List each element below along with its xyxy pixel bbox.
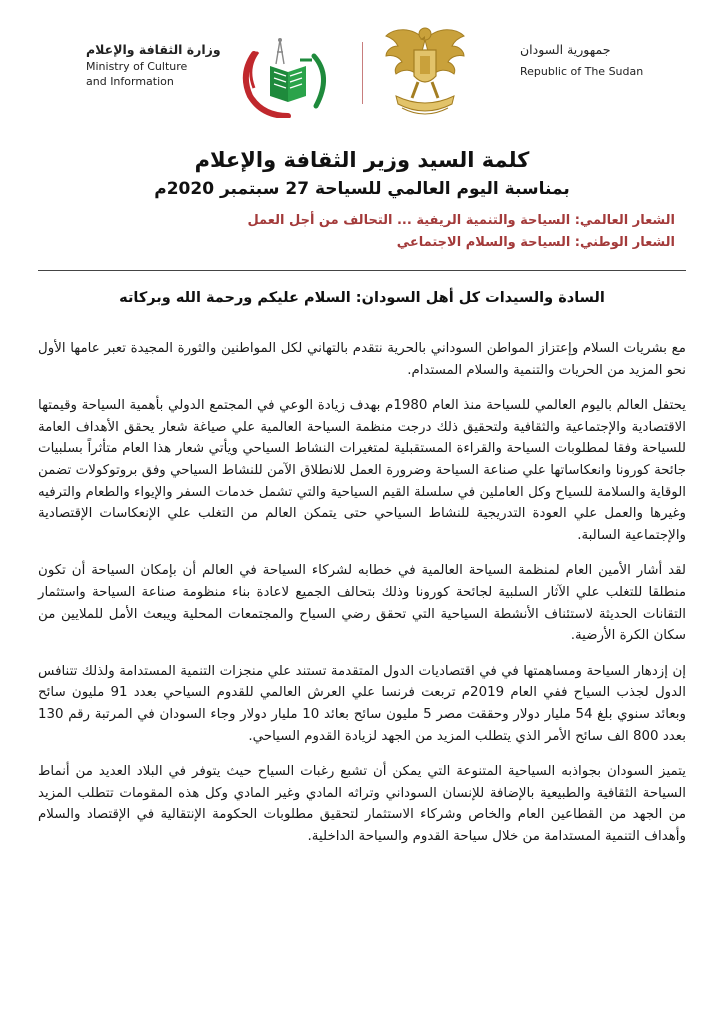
greeting: السادة والسيدات كل أهل السودان: السلام عليكم ورحمة الله وبركاته [119, 290, 605, 306]
paragraph: مع بشريات السلام وإعتزاز المواطن السوداني بالحرية نتقدم بالتهاني لكل المواطنين والثورة المجيدة تعبر عامها الأول نحو المزيد من الحريات والتنمية والسلام المستدام. [38, 341, 686, 378]
paragraph: لقد أشار الأمين العام لمنظمة السياحة العالمية في خطابه لشركاء السياحة في العالم أن بإمكان السياحة أن تكون منطلقا للتغلب علي الآثار السلبية لجائحة كورونا وذلك بتحالف الجميع لاعادة بناء منظومة صناعة السياحة واستثمار التقانات الحديثة لاستئناف الأنشطة السياحية التي تحقق رضي السياح والمجتمعات المحلية ويبعث الأمل للملايين من سكان الكرة الأرضية. [38, 563, 686, 644]
global-slogan: الشعار العالمي: السياحة والتنمية الريفية ... التحالف من أجل العمل [247, 213, 675, 228]
paragraph: إن إزدهار السياحة ومساهمتها في في اقتصاديات الدول المتقدمة تستند علي منجزات التنمية المستدامة ولذلك تتنافس الدول لجذب السياح ففي العام 2019م تربعت فرنسا علي العرش العالمي للقدوم السياحي بعدد 91 مليون سائح وبعائد سنوي بلغ 54 مليار دولار وحققت مصر 5 مليون سائح بعائد 10 مليار دولار وجاء السودان في المرتبة رقم 130 بعدد 800 الف سائح الأمر الذي يتطلب المزيد من الجهد لزيادة القدوم السياحي. [38, 663, 686, 744]
national-slogan: الشعار الوطني: السياحة والسلام الاجتماعي [396, 235, 675, 250]
paragraph: يحتفل العالم باليوم العالمي للسياحة منذ العام 1980م بهدف زيادة الوعي في المجتمع الدولي بأهمية السياحة وقيمتها الاقتصادية والإجتماعية والثقافية ولتحقيق ذلك درجت منظمة السياحة العالمية علي صياغة شعار يحقق الأهداف العامة للسياحة وفقا لمطلوبات السياحة والقراءة المستقبلية لمتغيرات النشاط السياحي ويأتي شعار هذا العام متأثراً بسلبيات جائحة كورونا وانعكاساتها علي صناعة السياحة وضرورة العمل للانطلاق الآمن للنشاط السياحي وفق بروتوكولات تضمن الوقاية والسلامة للسياح وكل العاملين في سلسلة القيم السياحية والتي تشمل خدمات السفر والإيواء والطعام والترفيه وغيرها والعمل علي العودة التدريجية للنشاط السياحي حتى يتمكن العالم من التغلب علي الإنعكاسات الإقتصادية والإجتماعية السالبة. [38, 398, 686, 543]
republic-block [520, 42, 670, 78]
ministry-logo-icon [236, 36, 340, 118]
title-divider [38, 270, 686, 271]
ministry-name-en-line2: and Information [86, 75, 174, 88]
speech-body [38, 338, 686, 861]
title-line2: بمناسبة اليوم العالمي للسياحة 27 سبتمبر 2020م [154, 179, 570, 199]
republic-name-ar: جمهورية السودان [520, 42, 611, 57]
sudan-emblem-icon [382, 16, 468, 120]
slogans [75, 210, 675, 254]
title-line1: كلمة السيد وزير الثقافة والإعلام [194, 148, 530, 172]
letterhead [0, 0, 723, 128]
header-divider [362, 42, 363, 104]
ministry-name-ar: وزارة الثقافة والإعلام [86, 42, 221, 57]
ministry-name-en-line1: Ministry of Culture [86, 60, 188, 73]
paragraph: يتميز السودان بجواذبه السياحية المتنوعة التي يمكن أن تشبع رغبات السياح حيث يتوفر في البلاد العديد من أنماط السياحة الثقافية والطبيعية بالإضافة للإنسان السوداني وتراثه المادي وغير المادي وكل هذه المقومات تتطلب المزيد من الجهد من القطاعين العام والخاص وشركاء الاستثمار لتحقيق مطلوبات الحكومة الإنتقالية في الإقتصاد والسلام وأهداف التنمية المستدامة من خلال سياحة القدوم والسياحة الداخلية. [38, 764, 686, 844]
ministry-block [86, 42, 226, 89]
republic-name-en: Republic of The Sudan [520, 65, 644, 78]
document-title [40, 146, 684, 202]
